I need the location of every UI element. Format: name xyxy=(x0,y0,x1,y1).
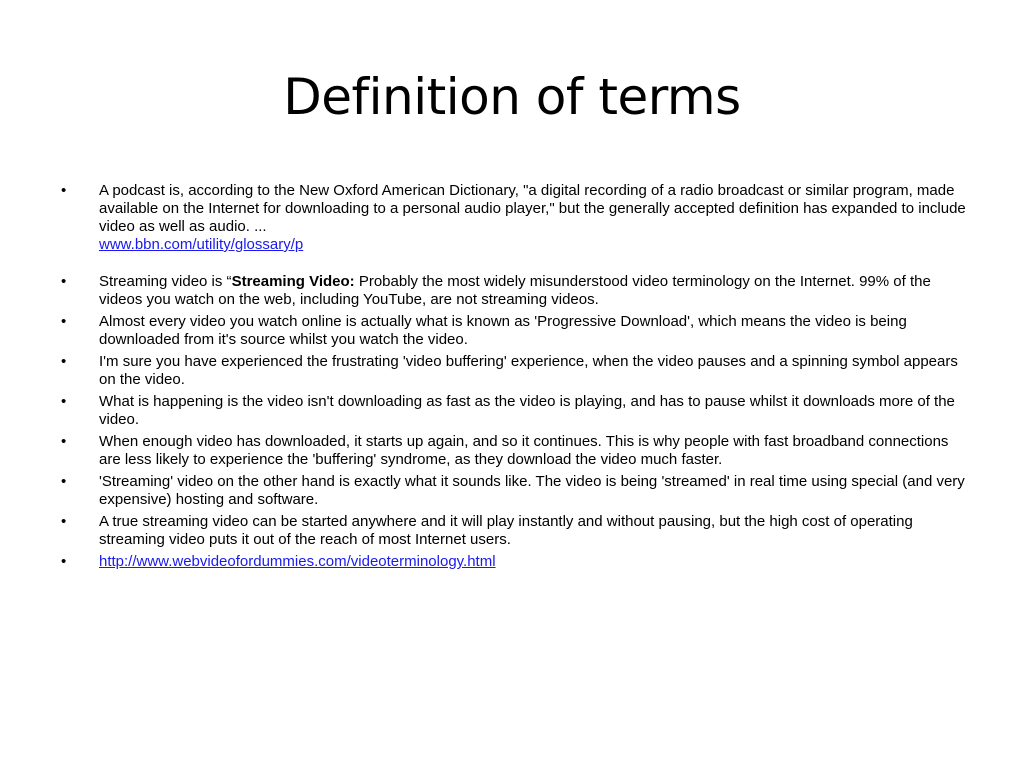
bullet-icon: • xyxy=(61,273,67,290)
list-item-pause-explanation xyxy=(58,393,970,429)
item-text: A podcast is, according to the New Oxford American Dictionary, "a digital recording of a radio broadcast or similar program, made available on the Internet for downloading to a personal audio player," but the generally accepted definition has expanded to include video as well as audio. ... xyxy=(99,182,966,235)
item-text: A true streaming video can be started anywhere and it will play instantly and without pausing, but the high cost of operating streaming video puts it out of the reach of most Internet users. xyxy=(99,513,913,548)
bullet-list xyxy=(58,182,970,575)
item-text: 'Streaming' video on the other hand is exactly what it sounds like. The video is being 'streamed' in real time using special (and very expensive) hosting and software. xyxy=(99,473,965,508)
bullet-icon: • xyxy=(61,182,67,199)
bullet-icon: • xyxy=(61,473,67,490)
webvideo-link[interactable]: http://www.webvideofordummies.com/videoterminology.html xyxy=(99,553,496,570)
slide-title: Definition of terms xyxy=(283,68,741,126)
item-text-prefix: Streaming video is “ xyxy=(99,273,232,290)
glossary-link[interactable]: www.bbn.com/utility/glossary/p xyxy=(99,236,304,253)
bullet-icon: • xyxy=(61,513,67,530)
item-text-bold: Streaming Video: xyxy=(231,273,355,290)
list-item-podcast xyxy=(58,182,970,254)
bullet-icon: • xyxy=(61,393,67,410)
list-item-source-link xyxy=(58,553,970,571)
bullet-icon: • xyxy=(61,313,67,330)
list-item-streaming-definition xyxy=(58,473,970,509)
list-item-true-streaming xyxy=(58,513,970,549)
list-item-broadband xyxy=(58,433,970,469)
bullet-icon: • xyxy=(61,433,67,450)
item-text: Almost every video you watch online is actually what is known as 'Progressive Download', which means the video is being downloaded from it's source whilst you watch the video. xyxy=(99,313,907,348)
list-item-progressive-download xyxy=(58,313,970,349)
list-item-buffering xyxy=(58,353,970,389)
item-text-rest: Probably the most widely misunderstood video terminology on the Internet. 99% of the videos you watch on the web, including YouTube, are not streaming videos. xyxy=(99,273,931,308)
list-item-streaming-video xyxy=(58,273,970,309)
bullet-icon: • xyxy=(61,353,67,370)
bullet-icon: • xyxy=(61,553,67,570)
item-text: What is happening is the video isn't downloading as fast as the video is playing, and has to pause whilst it downloads more of the video. xyxy=(99,393,955,428)
item-text: When enough video has downloaded, it starts up again, and so it continues. This is why people with fast broadband connections are less likely to experience the 'buffering' syndrome, as they download the video much faster. xyxy=(99,433,949,468)
item-text: I'm sure you have experienced the frustrating 'video buffering' experience, when the video pauses and a spinning symbol appears on the video. xyxy=(99,353,958,388)
